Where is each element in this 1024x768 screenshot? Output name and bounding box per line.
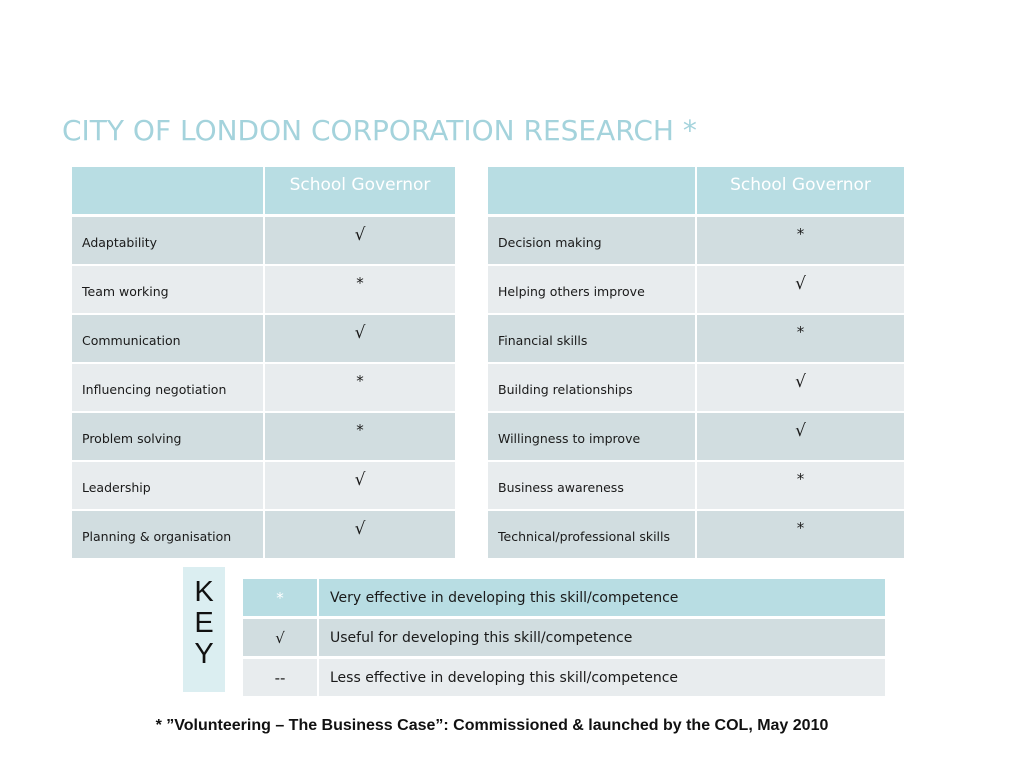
table-header-row [488, 167, 904, 217]
table-row [488, 511, 904, 558]
table-row [488, 364, 904, 413]
mark-cell: √ [697, 364, 904, 413]
key-row [243, 619, 885, 659]
table-header-cell [488, 167, 697, 217]
mark-cell: * [265, 266, 455, 315]
mark-cell: √ [265, 511, 455, 558]
table-row [72, 511, 455, 558]
table-row [488, 217, 904, 266]
skill-cell: Technical/professional skills [488, 511, 697, 558]
mark-cell: * [265, 364, 455, 413]
right-skills-table [488, 167, 904, 558]
skill-cell: Problem solving [72, 413, 265, 462]
skill-cell: Building relationships [488, 364, 697, 413]
key-symbol: √ [243, 619, 319, 659]
skill-cell: Influencing negotiation [72, 364, 265, 413]
mark-cell: √ [265, 462, 455, 511]
table-row [72, 364, 455, 413]
mark-cell: * [265, 413, 455, 462]
key-letter: E [194, 607, 214, 639]
table-row [72, 413, 455, 462]
skill-cell: Planning & organisation [72, 511, 265, 558]
skill-cell: Team working [72, 266, 265, 315]
table-row [72, 315, 455, 364]
mark-cell: * [697, 462, 904, 511]
mark-cell: √ [265, 217, 455, 266]
table-header-row [72, 167, 455, 217]
mark-cell: * [697, 511, 904, 558]
table-row [488, 266, 904, 315]
mark-cell: √ [697, 413, 904, 462]
key-meaning: Useful for developing this skill/competence [319, 619, 885, 659]
skill-cell: Communication [72, 315, 265, 364]
key-label-box [183, 567, 225, 692]
table-header-cell: School Governor [265, 167, 455, 217]
mark-cell: √ [697, 266, 904, 315]
mark-cell: * [697, 217, 904, 266]
mark-cell: * [697, 315, 904, 364]
skill-cell: Leadership [72, 462, 265, 511]
table-row [488, 462, 904, 511]
footnote: * ”Volunteering – The Business Case”: Commissioned & launched by the COL, May 2010 [155, 717, 829, 734]
key-meaning: Less effective in developing this skill/competence [319, 659, 885, 696]
key-meaning: Very effective in developing this skill/competence [319, 579, 885, 619]
key-row [243, 659, 885, 696]
key-row [243, 579, 885, 619]
skill-cell: Financial skills [488, 315, 697, 364]
skill-cell: Willingness to improve [488, 413, 697, 462]
skill-cell: Helping others improve [488, 266, 697, 315]
skill-cell: Decision making [488, 217, 697, 266]
page-title: CITY OF LONDON CORPORATION RESEARCH * [62, 114, 697, 147]
table-row [488, 315, 904, 364]
table-row [72, 217, 455, 266]
table-row [72, 462, 455, 511]
table-header-cell: School Governor [697, 167, 904, 217]
key-letter: Y [194, 638, 214, 670]
key-symbol: -- [243, 659, 319, 696]
skill-cell: Business awareness [488, 462, 697, 511]
skill-cell: Adaptability [72, 217, 265, 266]
key-symbol: * [243, 579, 319, 619]
left-skills-table [72, 167, 455, 558]
table-row [72, 266, 455, 315]
table-row [488, 413, 904, 462]
key-table [243, 579, 885, 696]
key-letter: K [194, 576, 214, 608]
table-header-cell [72, 167, 265, 217]
mark-cell: √ [265, 315, 455, 364]
